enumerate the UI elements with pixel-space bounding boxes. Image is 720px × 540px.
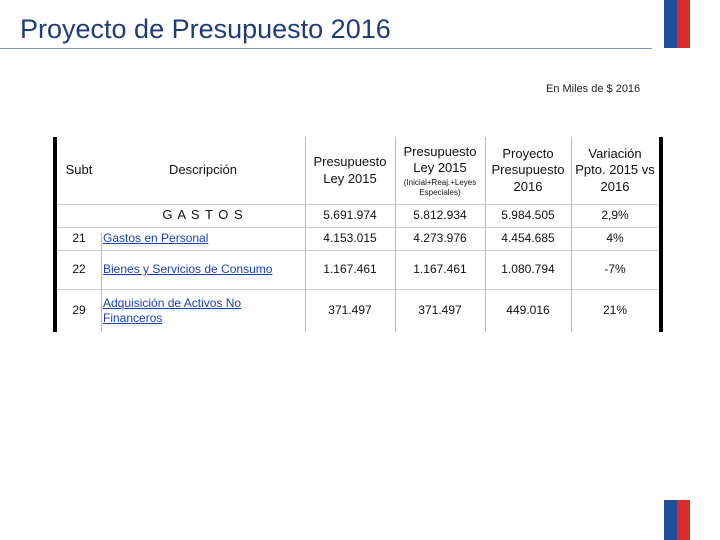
row-ley-2015-reaj: 371.497 [418,303,462,317]
header-descripcion: Descripción [169,162,237,178]
row-variacion: 21% [602,303,628,317]
total-proyecto: 5.984.505 [501,208,555,222]
header-ley-2015: Presupuesto Ley 2015 [313,154,387,186]
header-ley-2015-reaj-title: Presupuesto Ley 2015 [403,143,477,175]
total-ley-2015: 5.691.974 [323,208,377,222]
row-ley-2015: 371.497 [328,303,372,317]
budget-table [53,137,663,332]
row-ley-2015-reaj: 1.167.461 [413,262,467,276]
header-ley-2015-reaj-note: (Inicial+Reaj.+Leyes Especiales) [403,178,477,198]
row-subt: 29 [72,303,86,317]
row-ley-2015: 1.167.461 [323,262,377,276]
total-ley-2015-reaj: 5.812.934 [413,208,467,222]
header-proyecto: Proyecto Presupuesto 2016 [491,146,565,194]
row-subt: 21 [72,231,86,245]
units-note: En Miles de $ 2016 [546,83,641,95]
row-descripcion-link[interactable]: Gastos en Personal [103,231,209,245]
row-descripcion-link[interactable]: Adquisición de Activos No Financeros [103,295,242,325]
row-subt: 22 [72,262,86,276]
row-ley-2015: 4.153.015 [323,231,377,245]
row-variacion: 4% [606,231,624,245]
row-ley-2015-reaj: 4.273.976 [413,231,467,245]
page-title: Proyecto de Presupuesto 2016 [20,14,391,44]
table-border-right [659,137,663,332]
title-divider [0,48,652,49]
total-variacion: 2,9% [601,208,629,222]
row-proyecto: 4.454.685 [501,231,555,245]
flag-stripe-top [664,0,690,48]
flag-stripe-bottom [664,500,690,540]
row-proyecto: 449.016 [506,303,550,317]
row-proyecto: 1.080.794 [501,262,555,276]
header-ley-2015-reaj [395,139,485,203]
header-variacion: Variación Ppto. 2015 vs 2016 [575,146,655,194]
row-variacion: -7% [604,262,626,276]
row-descripcion-link[interactable]: Bienes y Servicios de Consumo [103,262,273,276]
total-label: G A S T O S [162,207,244,223]
header-subt: Subt [65,162,93,178]
col-sep [101,233,102,332]
